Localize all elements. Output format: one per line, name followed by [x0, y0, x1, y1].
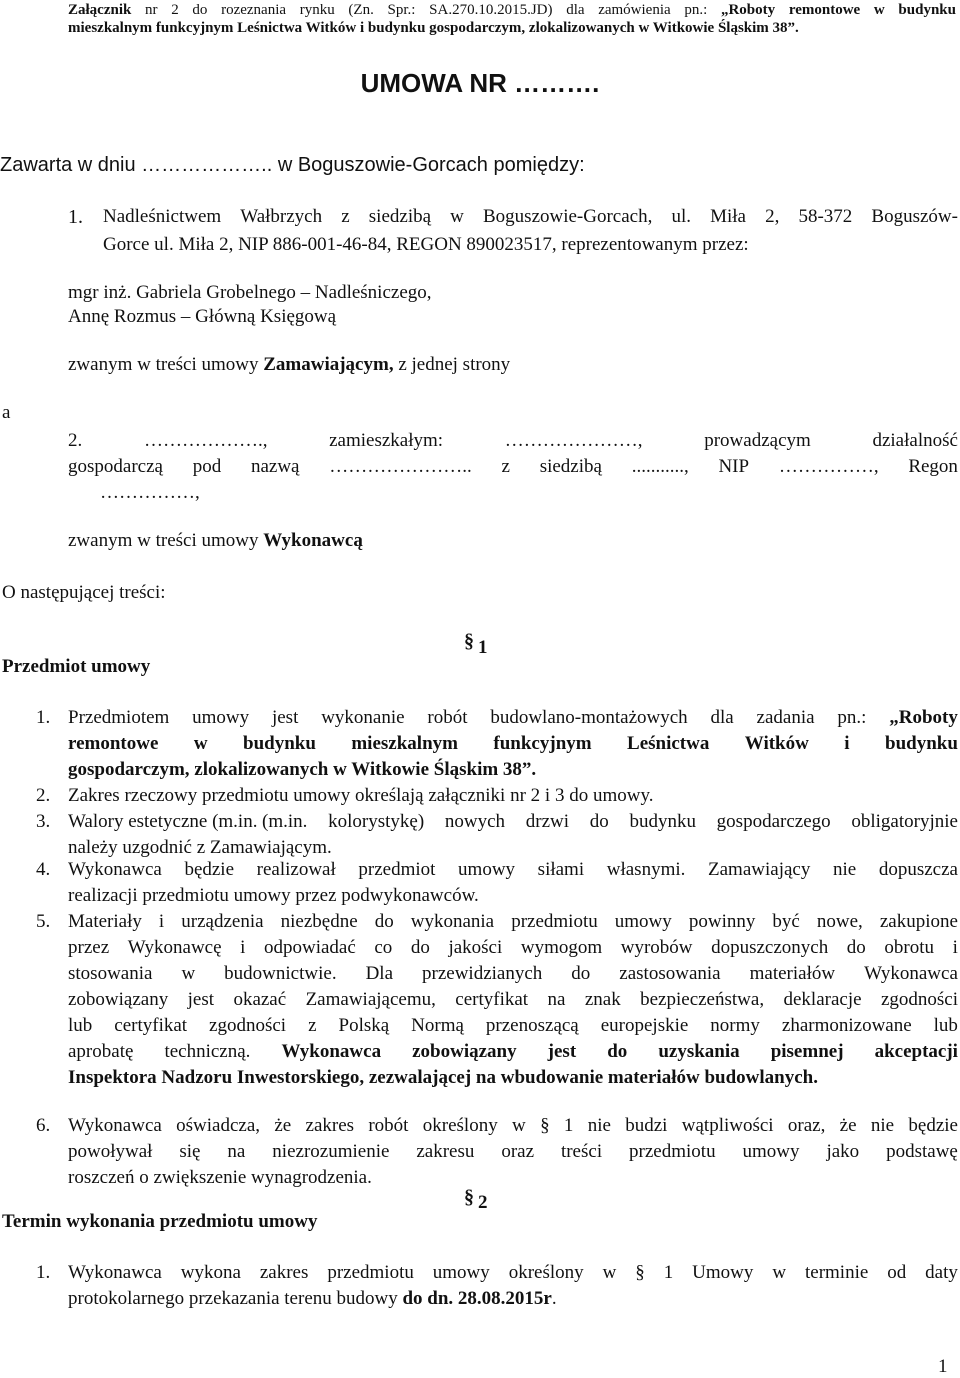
word: Boguszów-: [871, 206, 958, 227]
item-line: [68, 1015, 958, 1037]
word: pn.:: [684, 2, 708, 18]
item-line: roszczeń o zwiększenie wynagrodzenia.: [68, 1167, 372, 1188]
word: nie: [870, 1115, 895, 1136]
word: co: [374, 937, 393, 958]
word: odpowiadać: [263, 937, 356, 958]
item-line: Walory estetyczne (m.in.: [68, 811, 258, 832]
word: 2.: [68, 430, 83, 451]
word: Spr.:: [387, 2, 416, 18]
word: powoływał: [68, 1141, 153, 1162]
word: Umowy: [692, 1262, 754, 1283]
word: realizował: [256, 859, 336, 880]
word: w: [772, 1262, 787, 1283]
word: umowy: [192, 707, 250, 728]
party2-line-2: [68, 456, 958, 478]
word: robót: [427, 707, 468, 728]
word: daty: [925, 1262, 958, 1283]
item-line: [68, 859, 958, 881]
word: zakres: [259, 1262, 309, 1283]
party2-line-1: [68, 430, 958, 452]
word: certyfikat: [455, 989, 529, 1010]
word: techniczną.: [164, 1041, 251, 1062]
word: 1: [563, 1115, 574, 1136]
word: „Roboty: [889, 707, 958, 728]
word: aprobatę: [68, 1041, 134, 1062]
word: akceptacji: [874, 1041, 958, 1062]
party1-line-1: [103, 206, 958, 228]
party2-role: zwanym w treści umowy Wykonawcą: [68, 530, 363, 551]
word: dopuszcza: [878, 859, 958, 880]
item-line: Zakres rzeczowy przedmiotu umowy określają załączniki nr 2 i 3 do umowy.: [68, 785, 654, 806]
word: Wykonawca: [281, 1041, 382, 1062]
word: lub: [933, 1015, 958, 1036]
party2-line-3: ……………,: [100, 482, 200, 503]
word: dopuszczonych: [711, 937, 829, 958]
word: zadania: [756, 707, 815, 728]
section2-item1-number: 1.: [36, 1262, 51, 1283]
word: budownictwie.: [224, 963, 337, 984]
word: nie: [587, 1115, 611, 1136]
header-line-2: mieszkalnym funkcyjnym Leśnictwa Witków i budynku gospodarczym, zlokalizowanych w Witkowie Śląskim 38”.: [68, 20, 799, 36]
item-line: należy uzgodnić z Zamawiającym.: [68, 837, 332, 858]
word: Materiały: [68, 911, 142, 932]
word: ul.: [671, 206, 691, 227]
word: nowe,: [816, 911, 863, 932]
word: wykonanie: [321, 707, 405, 728]
party1-rep-1: mgr inż. Gabriela Grobelnego – Nadleśniczego,: [68, 282, 432, 303]
word: kolorystykę): [328, 811, 425, 832]
word: Leśnictwa: [627, 733, 710, 754]
word: Załącznik: [68, 2, 132, 18]
item-line: [68, 707, 958, 729]
word: Wykonawca: [68, 1262, 162, 1283]
word: zakupione: [879, 911, 958, 932]
word: robót: [368, 1115, 409, 1136]
word: Boguszowie-Gorcach,: [483, 206, 653, 227]
word: Polską: [338, 1015, 390, 1036]
word: umowy: [432, 1262, 490, 1283]
party1-line-2: Gorce ul. Miła 2, NIP 886-001-46-84, REGON 890023517, reprezentowanym przez:: [103, 234, 749, 255]
item-number: 2.: [36, 785, 51, 806]
word: znak: [584, 989, 621, 1010]
word: Wałbrzych: [240, 206, 323, 227]
word: do: [410, 937, 430, 958]
word: rozeznania: [221, 2, 287, 18]
word: deklaracje: [783, 989, 862, 1010]
word: powinny: [688, 911, 756, 932]
word: 1: [663, 1262, 674, 1283]
word: bezpieczeństwa,: [640, 989, 765, 1010]
word: i: [844, 733, 850, 754]
word: na: [547, 989, 566, 1010]
word: pn.:: [837, 707, 867, 728]
page-number: 1: [938, 1356, 948, 1377]
word: ...........,: [631, 456, 689, 477]
word: 2: [171, 2, 179, 18]
word: Witków: [744, 733, 809, 754]
item-line: [68, 989, 958, 1011]
word: przedmiot: [358, 859, 436, 880]
word: SA.270.10.2015.JD): [429, 2, 553, 18]
item-number: 4.: [36, 859, 51, 880]
word: NIP: [718, 456, 750, 477]
item-line: [68, 733, 958, 755]
section1-heading: Przedmiot umowy: [2, 656, 151, 677]
word: niezbędne: [280, 911, 358, 932]
header-line-1: [68, 2, 956, 19]
word: jako: [826, 1141, 860, 1162]
word: Nadleśnictwem: [103, 206, 222, 227]
word: jest: [271, 707, 299, 728]
word: umowy: [458, 859, 516, 880]
section2-number: 2: [478, 1192, 488, 1213]
word: pisemnej: [770, 1041, 844, 1062]
party2-role-name: Wykonawcą: [263, 530, 363, 551]
intro-line: Zawarta w dniu ……………….. w Boguszowie-Gorcach pomiędzy:: [0, 154, 585, 176]
party1-number: 1.: [68, 206, 83, 228]
conjunction: a: [2, 402, 11, 423]
word: na: [227, 1141, 246, 1162]
word: do: [846, 937, 866, 958]
word: Zamawiającemu,: [305, 989, 436, 1010]
section2-item1-line-2: protokolarnego przekazania terenu budowy do dn. 28.08.2015r.: [68, 1288, 557, 1309]
word: wątpliwości: [681, 1115, 774, 1136]
word: będzie: [908, 1115, 958, 1136]
word: zharmonizowane: [781, 1015, 912, 1036]
word: drzwi: [525, 811, 570, 832]
word: zakres: [305, 1115, 355, 1136]
word: w: [181, 963, 196, 984]
item-line: realizacji przedmiotu umowy przez podwykonawców.: [68, 885, 479, 906]
word: do: [607, 1041, 628, 1062]
word: zobowiązany: [412, 1041, 517, 1062]
word: gospodarczą: [68, 456, 163, 477]
word: obrotu: [884, 937, 934, 958]
word: Wykonawcę: [127, 937, 222, 958]
word: …………………..: [329, 456, 472, 477]
contract-title: UMOWA NR ……….: [360, 68, 600, 98]
word: zamieszkałym:: [329, 430, 444, 451]
word: Zamawiający: [708, 859, 811, 880]
deadline-date: do dn. 28.08.2015r: [402, 1288, 552, 1309]
word: Normą: [411, 1015, 464, 1036]
word: Miła: [710, 206, 746, 227]
item-number: 6.: [36, 1115, 51, 1136]
word: w: [450, 206, 464, 227]
word: funkcyjnym: [493, 733, 592, 754]
word: jakości: [448, 937, 503, 958]
word: przenoszącą: [485, 1015, 579, 1036]
word: w: [512, 1115, 526, 1136]
item-line: Inspektora Nadzoru Inwestorskiego, zezwalającej na wbudowanie materiałów budowlanych.: [68, 1067, 818, 1088]
word: nr: [145, 2, 158, 18]
word: z: [501, 456, 510, 477]
word: uzyskania: [658, 1041, 740, 1062]
word: okazać: [233, 989, 287, 1010]
word: budynku: [629, 811, 696, 832]
word: §: [635, 1262, 645, 1283]
word: §: [540, 1115, 550, 1136]
section1-sign: §: [464, 630, 474, 652]
word: budynku: [898, 2, 956, 18]
word: z: [308, 1015, 317, 1036]
word: umowy: [614, 911, 672, 932]
word: zgodności: [209, 1015, 287, 1036]
item-line: [68, 1115, 958, 1137]
word: budowlano-montażowych: [490, 707, 688, 728]
word: się: [179, 1141, 201, 1162]
word: lub: [68, 1015, 93, 1036]
word: gospodarczego: [716, 811, 831, 832]
word: przewidzianych: [422, 963, 543, 984]
word: normy: [710, 1015, 760, 1036]
word: ……………….,: [143, 430, 268, 451]
word: przedmiotu: [327, 1262, 414, 1283]
word: do: [192, 2, 208, 18]
word: w: [602, 1262, 617, 1283]
section1-number: 1: [478, 637, 488, 658]
party1-role: zwanym w treści umowy Zamawiającym, z jednej strony: [68, 354, 511, 375]
word: nazwą: [250, 456, 300, 477]
item-number: 3.: [36, 811, 51, 832]
word: przedmiotu: [511, 911, 598, 932]
word: treści: [560, 1141, 603, 1162]
word: w: [193, 733, 208, 754]
word: siedzibą: [539, 456, 602, 477]
item-line: [68, 1041, 958, 1063]
word: zastosowania: [619, 963, 721, 984]
word: zgodności: [880, 989, 958, 1010]
word: europejskie: [600, 1015, 689, 1036]
word: i: [240, 937, 246, 958]
word: siedzibą: [368, 206, 432, 227]
word: nowych: [444, 811, 506, 832]
word: niezrozumienie: [272, 1141, 390, 1162]
word: wyrobów: [620, 937, 693, 958]
word: 2,: [765, 206, 780, 227]
word: oświadcza,: [176, 1115, 261, 1136]
word: siłami: [537, 859, 585, 880]
word: wykona: [180, 1262, 241, 1283]
item-line: [68, 1141, 958, 1163]
item-number: 5.: [36, 911, 51, 932]
word: Regon: [908, 456, 958, 477]
word: nie: [832, 859, 857, 880]
word: mieszkalnym: [351, 733, 458, 754]
word: własnymi.: [606, 859, 686, 880]
word: materiałów: [749, 963, 836, 984]
word: od: [887, 1262, 907, 1283]
item-line: gospodarczym, zlokalizowanych w Witkowie Śląskim 38”.: [68, 759, 537, 780]
word: prowadzącym: [704, 430, 811, 451]
word: remontowe: [68, 733, 159, 754]
word: budynku: [243, 733, 316, 754]
item-line: [68, 937, 958, 959]
word: dla: [710, 707, 734, 728]
item-line: [68, 963, 958, 985]
word: oraz,: [787, 1115, 826, 1136]
word: budynku: [885, 733, 958, 754]
word: Wykonawca: [864, 963, 958, 984]
word: że: [274, 1115, 292, 1136]
word: pod: [192, 456, 222, 477]
word: i: [952, 937, 958, 958]
party1-role-name: Zamawiającym,: [263, 354, 394, 375]
word: certyfikat: [114, 1015, 188, 1036]
item-line: [68, 911, 958, 933]
word: stosowania: [68, 963, 153, 984]
section2-item1-line-1: [68, 1262, 958, 1284]
word: w: [873, 2, 885, 18]
word: zamówienia: [598, 2, 671, 18]
item-line: [262, 811, 958, 833]
word: umowy: [742, 1141, 800, 1162]
party1-rep-2: Annę Rozmus – Główną Księgową: [68, 306, 337, 327]
word: Wykonawca: [68, 859, 162, 880]
word: (m.in.: [262, 811, 308, 832]
word: zakresu: [416, 1141, 475, 1162]
word: 58-372: [798, 206, 853, 227]
word: do: [571, 963, 591, 984]
word: terminie: [804, 1262, 869, 1283]
word: będzie: [184, 859, 235, 880]
word: wymogom: [520, 937, 603, 958]
word: że: [839, 1115, 857, 1136]
word: do: [374, 911, 394, 932]
word: Dla: [365, 963, 394, 984]
word: działalność: [872, 430, 958, 451]
word: Przedmiotem: [68, 707, 170, 728]
word: wykonania: [410, 911, 495, 932]
word: zobowiązany: [68, 989, 169, 1010]
word: rynku: [299, 2, 335, 18]
word: podstawę: [886, 1141, 958, 1162]
content-intro: O następującej treści:: [2, 582, 166, 603]
word: jest: [187, 989, 215, 1010]
word: ……………,: [778, 456, 879, 477]
word: być: [772, 911, 800, 932]
word: Wykonawca: [68, 1115, 162, 1136]
word: i: [158, 911, 165, 932]
word: przez: [68, 937, 110, 958]
word: (Zn.: [348, 2, 374, 18]
word: …………………,: [504, 430, 643, 451]
word: „Roboty: [720, 2, 776, 18]
word: jest: [547, 1041, 577, 1062]
section2-heading: Termin wykonania przedmiotu umowy: [2, 1211, 318, 1232]
word: dla: [566, 2, 585, 18]
word: do: [589, 811, 609, 832]
section2-sign: §: [464, 1186, 474, 1208]
word: określony: [508, 1262, 584, 1283]
word: budzi: [625, 1115, 668, 1136]
word: oraz: [501, 1141, 535, 1162]
word: obligatoryjnie: [851, 811, 958, 832]
word: remontowe: [788, 2, 861, 18]
word: określony: [422, 1115, 498, 1136]
word: przedmiotu: [629, 1141, 716, 1162]
word: z: [341, 206, 350, 227]
item-number: 1.: [36, 707, 51, 728]
word: urządzenia: [181, 911, 264, 932]
